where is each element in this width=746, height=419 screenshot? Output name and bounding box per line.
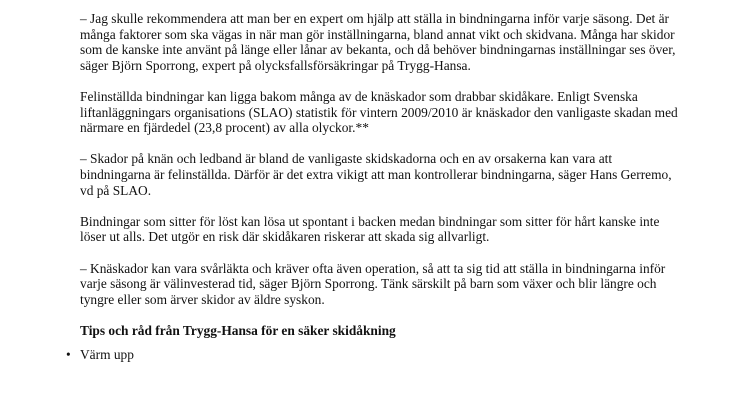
tips-heading: Tips och råd från Trygg-Hansa för en säker skidåkning [80,322,396,338]
paragraph-slao-quote: – Skador på knän och ledband är bland de vanligaste skidskadorna och en av orsakerna kan vara att bindningarna är felinställda. Därför är det extra vikigt att man kontrollerar bindningarna, säger Hans Gerremo, vd på SLAO. [80,151,672,198]
paragraph-expert-quote: – Jag skulle rekommendera att man ber en expert om hjälp att ställa in bindningarna inför varje säsong. Det är många faktorer som ska vägas in när man gör inställningarna, bland annat vikt och skidvana. Många har skidor som de kanske inte använt på länge eller lånar av bekanta, och då behöver bindningarnas inställningar ses över, säger Björn Sporrong, expert på olycksfallsförsäkringar på Trygg-Hansa. [80,11,676,73]
paragraph-surgery-quote: – Knäskador kan vara svårläkta och kräver ofta även operation, så att ta sig tid att ställa in bindningarna inför varje säsong är välinvesterad tid, säger Björn Sporrong. Tänk särskilt på barn som växer och blir längre och tyngre eller som ärver skidor av äldre syskon. [80,260,666,307]
tips-list [66,347,680,363]
paragraph-knee-injury-statistics: Felinställda bindningar kan ligga bakom många av de knäskador som drabbar skidåkare. Enligt Svenska liftanläggningars organisations (SLAO) statistik för vintern 2009/2010 är knäskador den vanligaste skadan med närmare en fjärdedel (23,8 procent) av alla olyckor.** [80,88,678,136]
document-page [66,11,680,363]
list-item [66,347,680,363]
list-item-label: Värm upp [80,347,134,363]
paragraph-binding-risk: Bindningar som sitter för löst kan lösa ut spontant i backen medan bindningar som sitter för hårt kanske inte löser ut alls. Det utgör en risk där skidåkaren riskerar att skada sig allvarligt. [80,213,660,245]
bullet-icon: • [66,347,71,363]
